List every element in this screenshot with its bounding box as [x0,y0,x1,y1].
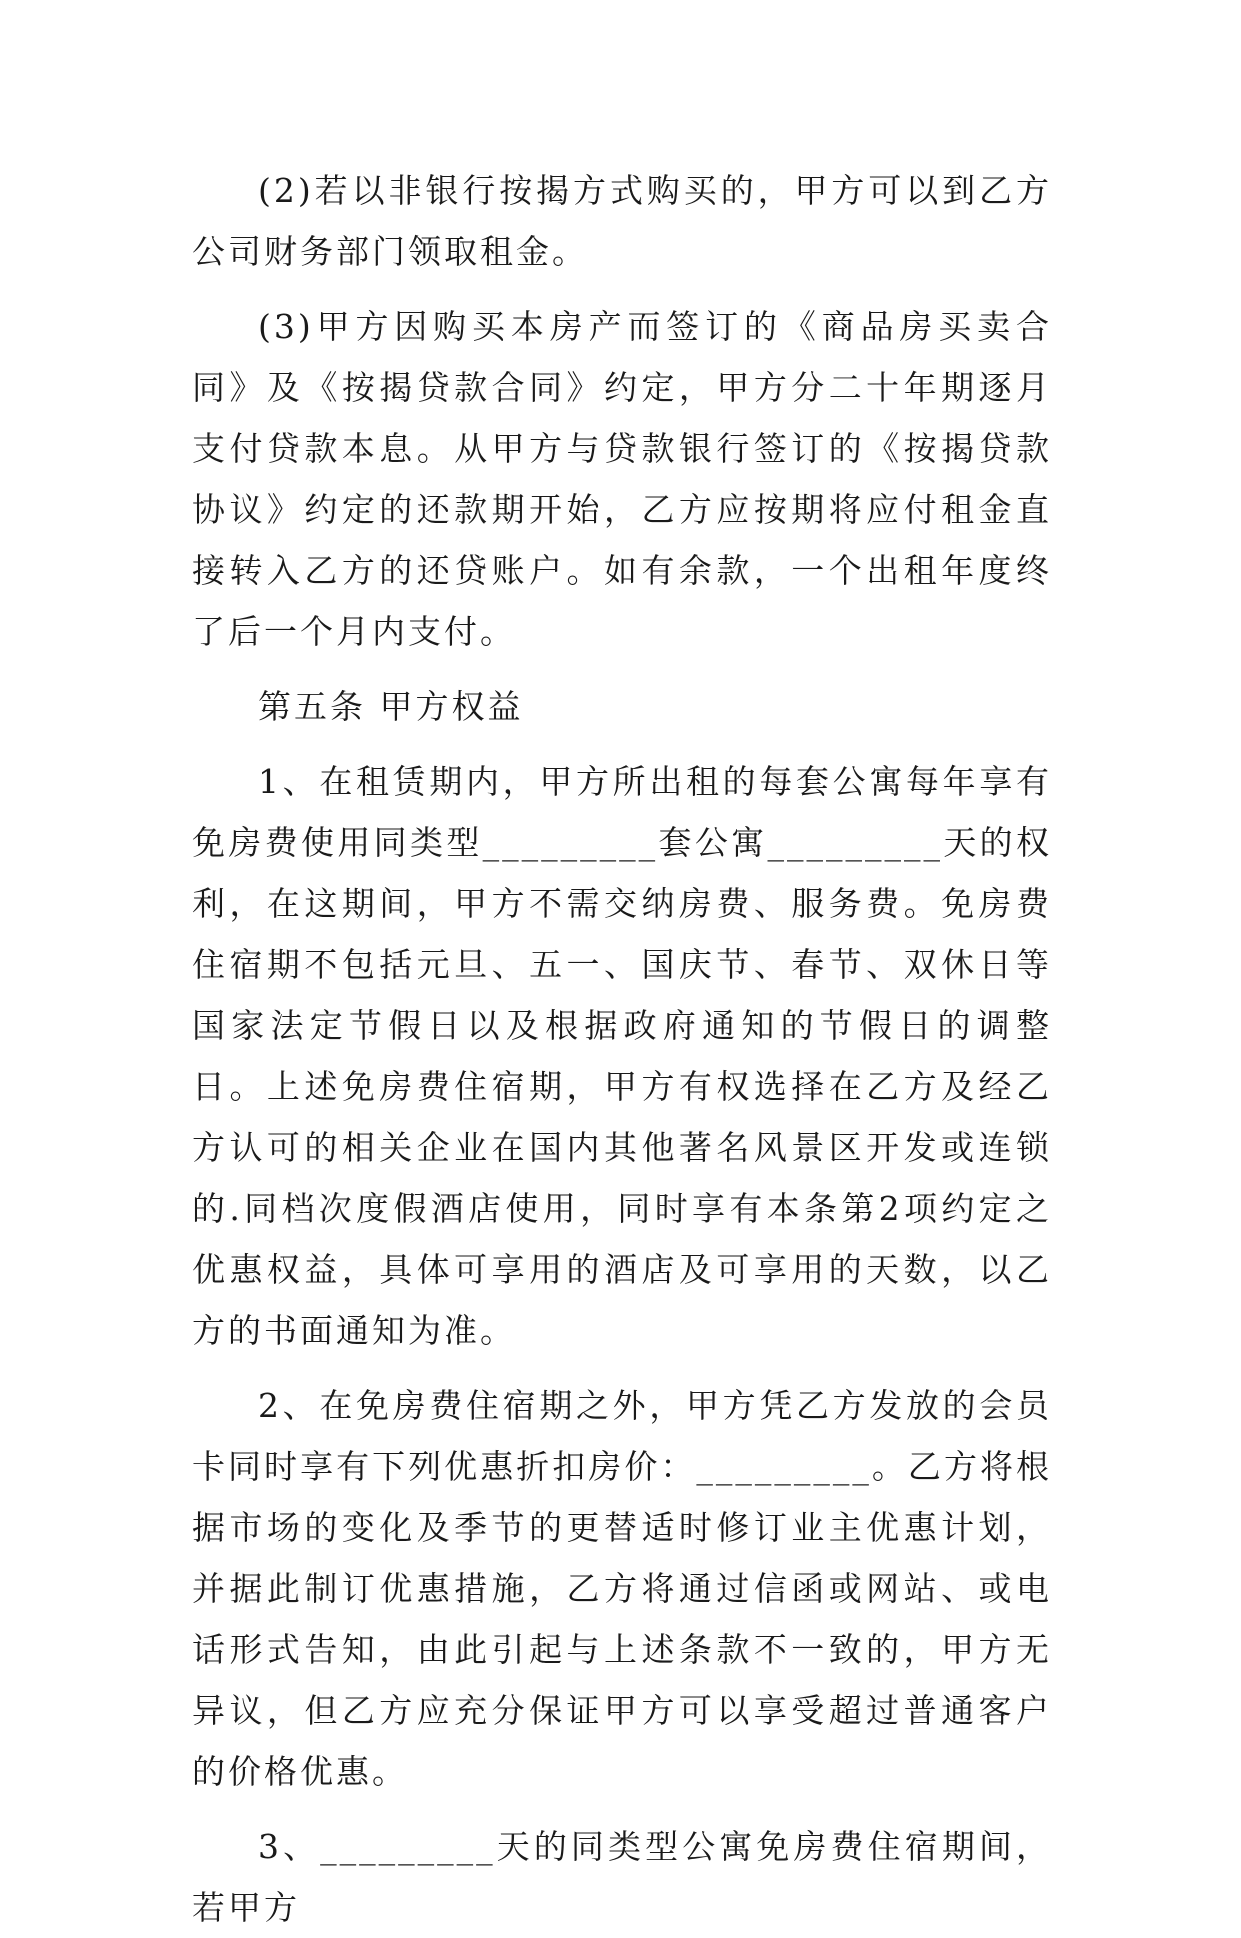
paragraph-2-non-bank: (2)若以非银行按揭方式购买的，甲方可以到乙方公司财务部门领取租金。 [192,171,1052,271]
article-5-heading: 第五条 甲方权益 [258,687,524,726]
paragraph-3-mortgage: (3)甲方因购买本房产而签订的《商品房买卖合同》及《按揭贷款合同》约定，甲方分二十年期逐月支付贷款本息。从甲方与贷款银行签订的《按揭贷款协议》约定的还款期开始，乙方应按期将应付租金直接转入乙方的还贷账户。如有余款，一个出租年度终了后一个月内支付。 [192,307,1052,651]
clause-3-partial: 3、_________天的同类型公寓免房费住宿期间，若甲方 [192,1827,1052,1927]
document-body [192,160,1052,1938]
clause-1-free-stay: 1、在租赁期内，甲方所出租的每套公寓每年享有免房费使用同类型_________套公寓_________天的权利，在这期间，甲方不需交纳房费、服务费。免房费住宿期不包括元旦、五一、国庆节、春节、双休日等国家法定节假日以及根据政府通知的节假日的调整日。上述免房费住宿期，甲方有权选择在乙方及经乙方认可的相关企业在国内其他著名风景区开发或连锁的.同档次度假酒店使用，同时享有本条第2项约定之优惠权益，具体可享用的酒店及可享用的天数，以乙方的书面通知为准。 [192,762,1052,1350]
clause-2-discount: 2、在免房费住宿期之外，甲方凭乙方发放的会员卡同时享有下列优惠折扣房价：_________。乙方将根据市场的变化及季节的更替适时修订业主优惠计划，并据此制订优惠措施，乙方将通过信函或网站、或电话形式告知，由此引起与上述条款不一致的，甲方无异议，但乙方应充分保证甲方可以享受超过普通客户的价格优惠。 [192,1386,1052,1791]
